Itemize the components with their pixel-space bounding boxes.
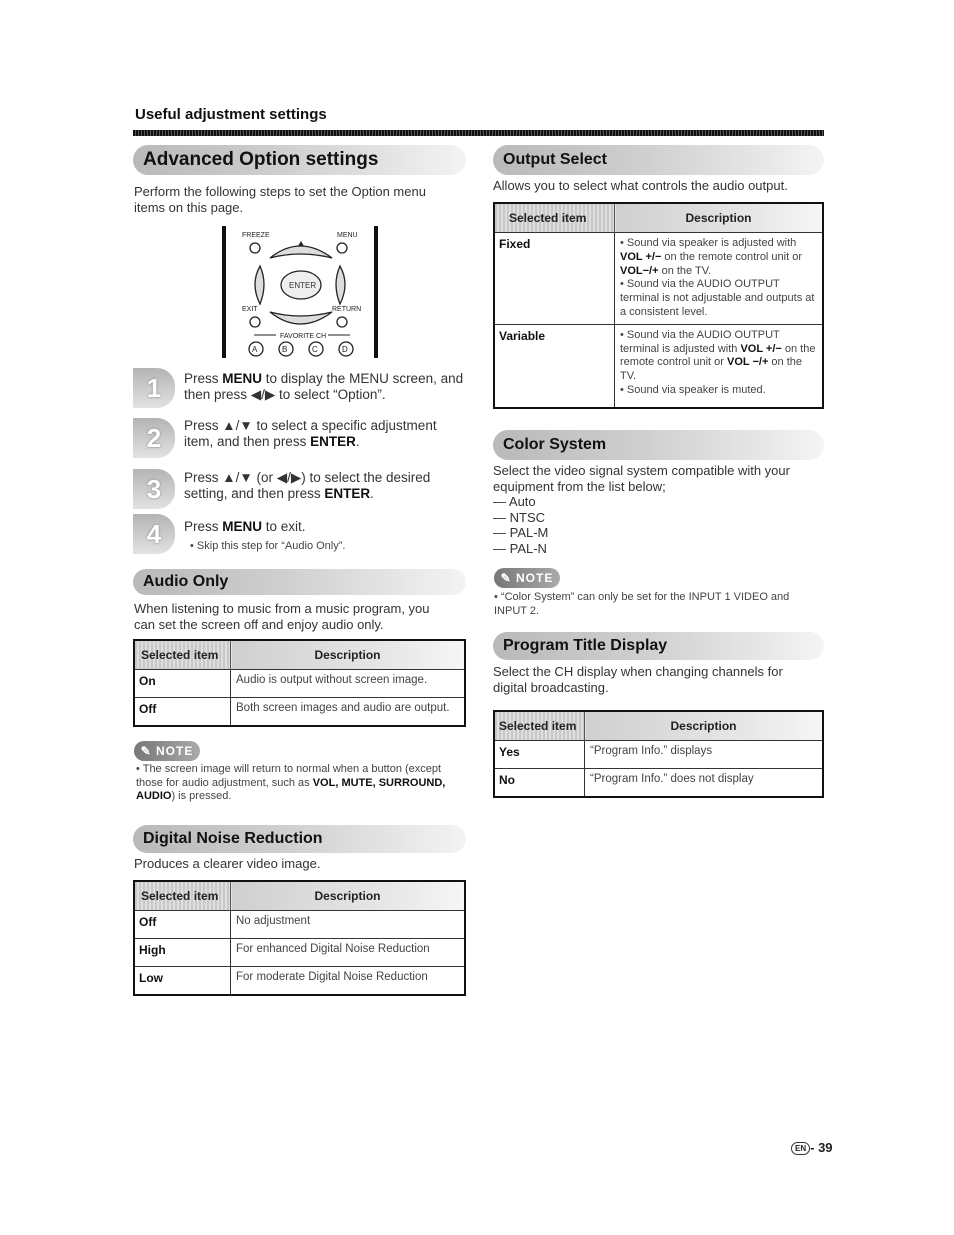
audio-only-table [133,639,466,727]
step-4-badge: 4 [133,514,175,554]
list-item: — PAL-M [493,525,549,540]
left-arrow-button [255,266,264,304]
col-description: Description [231,881,466,911]
color-system-options [493,494,548,556]
exit-label: EXIT [242,306,258,313]
menu-label: MENU [337,232,358,239]
output-select-table [493,202,824,409]
section-title-dnr: Digital Noise Reduction [133,825,466,853]
list-item: — Auto [493,494,536,509]
header-rule [133,130,824,136]
svg-text:D: D [342,345,348,354]
table-row: Off Both screen images and audio are output. [134,698,465,726]
advanced-intro: Perform the following steps to set the Option menu items on this page. [134,184,426,215]
table-row: Variable • Sound via the AUDIO OUTPUT terminal is adjusted with VOL +/− on the remote control unit or VOL −/+ on the TV. • Sound via speaker is muted. [494,324,823,408]
program-title-table [493,710,824,798]
col-selected-item: Selected item [134,640,231,670]
return-label: RETURN [332,306,362,313]
col-selected-item: Selected item [494,711,585,741]
favorite-ch-label: FAVORITE CH [280,333,327,340]
dnr-table [133,880,466,996]
table-row: Off No adjustment [134,911,465,939]
dnr-intro: Produces a clearer video image. [134,856,321,871]
table-row: Fixed • Sound via speaker is adjusted with VOL +/− on the remote control unit or VOL−/+ on the TV. • Sound via the AUDIO OUTPUT terminal is not adjustable and outputs at a consistent level. [494,233,823,325]
section-title-color-system: Color System [493,430,824,460]
svg-text:ENTER: ENTER [289,281,317,290]
up-arrow-button [270,246,332,258]
color-system-intro: Select the video signal system compatible with your equipment from the list below; [493,463,790,494]
step-4-text: Press MENU to exit. [184,519,306,534]
page-header-title: Useful adjustment settings [135,106,327,123]
step-3-badge: 3 [133,469,175,509]
right-arrow-button [336,266,345,304]
step-4-note: • Skip this step for “Audio Only”. [190,540,346,552]
table-row: Low For moderate Digital Noise Reduction [134,967,465,995]
section-title-audio-only: Audio Only [133,569,466,595]
color-system-note: • “Color System” can only be set for the INPUT 1 VIDEO and INPUT 2. [494,591,790,617]
program-title-intro: Select the CH display when changing channels for digital broadcasting. [493,664,783,695]
freeze-label: FREEZE [242,232,270,239]
page-number: EN - 39 [791,1140,833,1155]
step-1-text: Press MENU to display the MENU screen, and then press ◀/▶ to select “Option”. [184,371,464,402]
down-arrow-button [270,312,332,324]
svg-text:C: C [312,345,318,354]
svg-text:A: A [252,345,258,354]
col-selected-item: Selected item [134,881,231,911]
freeze-button [250,243,260,253]
section-title-output-select: Output Select [493,145,824,175]
svg-text:B: B [282,345,288,354]
color-system-note-badge: ✎ NOTE [494,568,560,588]
step-2-text: Press ▲/▼ to select a specific adjustment item, and then press ENTER. [184,418,437,449]
step-1-badge: 1 [133,368,175,408]
exit-button [250,317,260,327]
language-badge: EN [791,1142,810,1155]
menu-button [337,243,347,253]
list-item: — NTSC [493,509,545,525]
list-item: — PAL-N [493,540,547,556]
col-description: Description [585,711,824,741]
table-row: On Audio is output without screen image. [134,670,465,698]
remote-control-illustration [220,226,390,360]
step-2-badge: 2 [133,418,175,458]
return-button [337,317,347,327]
col-selected-item: Selected item [494,203,615,233]
table-row: High For enhanced Digital Noise Reduction [134,939,465,967]
col-description: Description [231,640,466,670]
section-title-program-title: Program Title Display [493,632,824,660]
audio-only-note: • The screen image will return to normal when a button (except those for audio adjustment, such as VOL, MUTE, SURROUND, AUDIO) is pressed. [136,763,446,802]
section-title-advanced: Advanced Option settings [133,145,466,175]
audio-only-note-badge: ✎ NOTE [134,741,200,761]
table-row: Yes “Program Info.” displays [494,741,823,769]
table-row: No “Program Info.” does not display [494,769,823,797]
col-description: Description [615,203,824,233]
output-select-intro: Allows you to select what controls the audio output. [493,178,788,193]
audio-only-intro: When listening to music from a music program, you can set the screen off and enjoy audio only. [134,601,430,632]
step-3-text: Press ▲/▼ (or ◀/▶) to select the desired setting, and then press ENTER. [184,470,431,501]
